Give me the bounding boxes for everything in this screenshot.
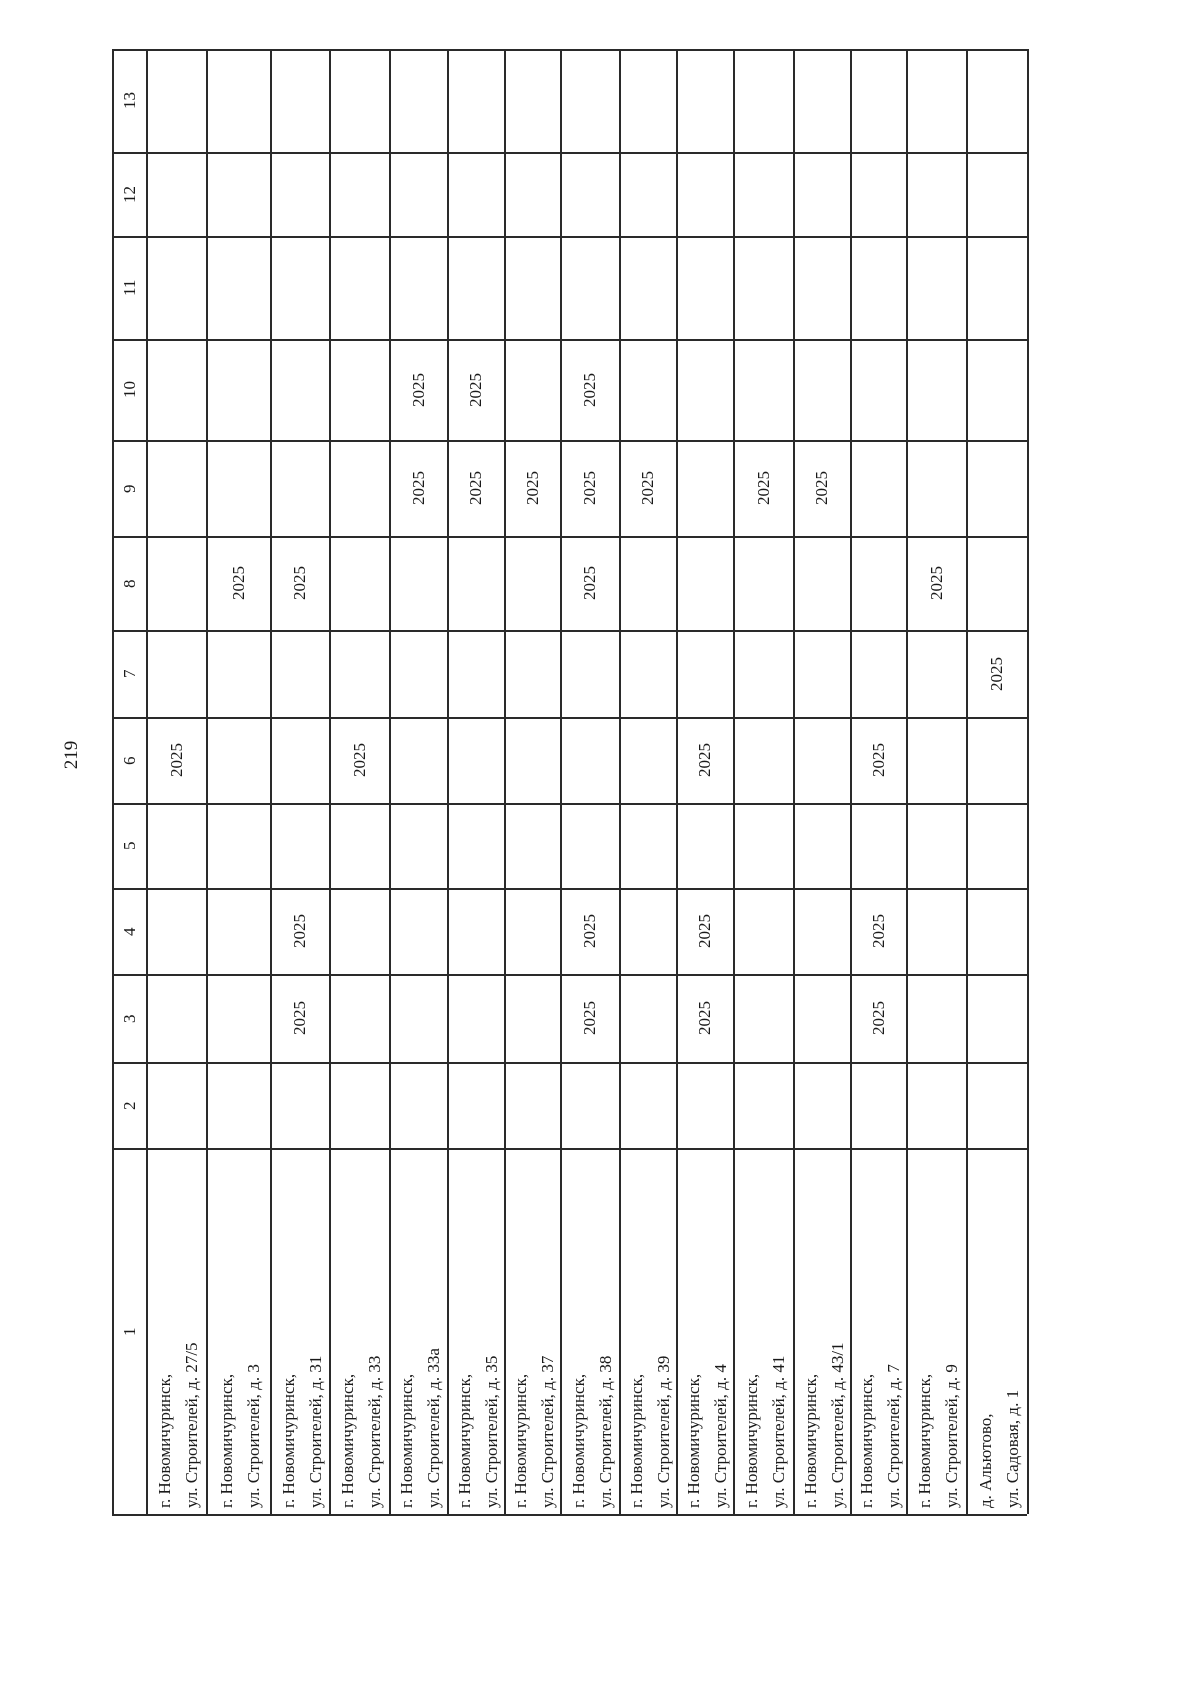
address-line-1: г. Новомичуринск, xyxy=(915,1373,934,1508)
year-cell: 2025 xyxy=(868,914,888,948)
address-line-2: ул. Строителей, д. 4 xyxy=(710,1364,730,1508)
table-row-border xyxy=(619,49,621,1514)
column-header-8: 8 xyxy=(119,579,139,588)
column-header-7: 7 xyxy=(119,669,139,678)
row-address xyxy=(393,1348,447,1508)
year-cell: 2025 xyxy=(868,1001,888,1035)
row-address xyxy=(451,1356,505,1508)
year-cell: 2025 xyxy=(580,471,599,505)
address-line-1: г. Новомичуринск, xyxy=(568,1373,588,1508)
table-column-border xyxy=(112,803,1027,805)
column-header-11: 11 xyxy=(119,279,139,296)
table-column-border xyxy=(112,339,1027,341)
address-line-2: ул. Строителей, д. 38 xyxy=(595,1355,615,1508)
row-address xyxy=(911,1364,965,1508)
address-line-1: г. Новомичуринск, xyxy=(683,1373,703,1508)
table-row-border xyxy=(1027,49,1029,1514)
table-column-border xyxy=(112,1514,1027,1516)
table-row-border xyxy=(329,49,331,1514)
year-cell: 2025 xyxy=(987,656,1006,691)
table-column-border xyxy=(112,440,1027,442)
address-line-1: г. Новомичуринск, xyxy=(278,1373,298,1508)
address-line-2: ул. Строителей, д. 35 xyxy=(481,1355,501,1508)
year-cell: 2025 xyxy=(926,566,946,600)
address-line-2: ул. Строителей, д. 3 xyxy=(244,1364,263,1508)
address-line-1: г. Новомичуринск, xyxy=(800,1373,820,1508)
address-line-2: ул. Строителей, д. 43/1 xyxy=(827,1342,847,1508)
row-address xyxy=(275,1356,329,1508)
table-column-border xyxy=(112,1062,1027,1064)
table-column-border xyxy=(112,888,1027,890)
year-cell: 2025 xyxy=(228,566,248,600)
table-row-border xyxy=(850,49,852,1514)
table-row-border xyxy=(112,49,114,1514)
year-cell: 2025 xyxy=(466,372,485,407)
address-line-2: ул. Строителей, д. 33а xyxy=(424,1348,443,1508)
column-header-12: 12 xyxy=(119,185,139,203)
column-header-13: 13 xyxy=(119,92,139,109)
table-row-border xyxy=(560,49,562,1514)
table-row-border xyxy=(906,49,908,1514)
year-cell: 2025 xyxy=(349,743,369,777)
year-cell: 2025 xyxy=(753,471,773,505)
table-row-border xyxy=(270,49,272,1514)
year-cell: 2025 xyxy=(638,471,657,505)
row-address xyxy=(853,1364,907,1508)
table-column-border xyxy=(112,536,1027,538)
page-number: 219 xyxy=(61,740,82,770)
table-column-border xyxy=(112,1148,1027,1150)
year-cell: 2025 xyxy=(580,1001,599,1035)
year-cell: 2025 xyxy=(695,914,714,948)
table-row-border xyxy=(206,49,208,1514)
column-header-5: 5 xyxy=(119,841,139,850)
address-line-1: г. Новомичуринск, xyxy=(742,1373,761,1508)
year-cell: 2025 xyxy=(290,566,309,600)
year-cell: 2025 xyxy=(580,914,599,948)
address-line-1: г. Новомичуринск, xyxy=(217,1373,236,1508)
table-column-border xyxy=(112,236,1027,238)
row-address xyxy=(623,1356,677,1508)
table-column-border xyxy=(112,152,1027,154)
table-row-border xyxy=(447,49,449,1514)
row-address xyxy=(797,1342,851,1508)
address-line-1: г. Новомичуринск, xyxy=(626,1373,646,1508)
year-cell: 2025 xyxy=(290,914,309,948)
row-address xyxy=(565,1356,619,1508)
column-header-10: 10 xyxy=(119,381,139,398)
table-row-border xyxy=(146,49,148,1514)
column-header-4: 4 xyxy=(119,927,139,936)
table-column-border xyxy=(112,49,1027,51)
year-cell: 2025 xyxy=(522,471,542,505)
table-column-border xyxy=(112,630,1027,632)
row-address xyxy=(972,1390,1026,1508)
table-column-border xyxy=(112,974,1027,976)
address-line-2: ул. Строителей, д. 27/5 xyxy=(182,1342,201,1508)
address-line-2: ул. Строителей, д. 9 xyxy=(942,1364,961,1508)
address-line-1: г. Новомичуринск, xyxy=(397,1373,416,1508)
table-row-border xyxy=(504,49,506,1514)
column-header-3: 3 xyxy=(119,1014,139,1023)
address-line-1: г. Новомичуринск, xyxy=(511,1373,530,1508)
year-cell: 2025 xyxy=(580,372,599,407)
address-line-2: ул. Садовая, д. 1 xyxy=(1002,1389,1022,1508)
year-cell: 2025 xyxy=(408,372,428,407)
address-line-2: ул. Строителей, д. 7 xyxy=(884,1364,903,1508)
year-cell: 2025 xyxy=(408,471,428,505)
year-cell: 2025 xyxy=(166,743,186,777)
table-row-border xyxy=(966,49,968,1514)
year-cell: 2025 xyxy=(580,566,599,600)
row-address xyxy=(213,1364,267,1508)
row-address xyxy=(680,1364,734,1508)
column-header-9: 9 xyxy=(119,484,139,493)
address-line-2: ул. Строителей, д. 33 xyxy=(365,1355,384,1508)
table-row-border xyxy=(793,49,795,1514)
address-line-1: г. Новомичуринск, xyxy=(155,1373,174,1508)
address-line-2: ул. Строителей, д. 31 xyxy=(305,1355,325,1508)
address-line-1: д. Альютово, xyxy=(975,1413,995,1508)
column-header-2: 2 xyxy=(119,1101,139,1110)
row-address xyxy=(507,1356,561,1508)
year-cell: 2025 xyxy=(466,471,485,505)
address-line-2: ул. Строителей, д. 39 xyxy=(653,1355,673,1508)
address-line-1: г. Новомичуринск, xyxy=(338,1373,357,1508)
address-line-2: ул. Строителей, д. 41 xyxy=(769,1355,788,1508)
year-cell: 2025 xyxy=(290,1001,309,1035)
table-row-border xyxy=(676,49,678,1514)
year-cell: 2025 xyxy=(695,743,714,777)
row-address xyxy=(334,1356,388,1508)
row-address xyxy=(151,1342,205,1508)
table-column-border xyxy=(112,717,1027,719)
row-address xyxy=(738,1356,792,1508)
year-cell: 2025 xyxy=(812,471,831,505)
table-row-border xyxy=(389,49,391,1514)
column-header-1: 1 xyxy=(119,1327,139,1336)
year-cell: 2025 xyxy=(695,1001,714,1035)
address-line-1: г. Новомичуринск, xyxy=(454,1373,474,1508)
year-cell: 2025 xyxy=(868,743,888,777)
address-line-1: г. Новомичуринск, xyxy=(857,1373,876,1508)
column-header-6: 6 xyxy=(119,756,139,765)
table-row-border xyxy=(733,49,735,1514)
address-line-2: ул. Строителей, д. 37 xyxy=(538,1355,557,1508)
